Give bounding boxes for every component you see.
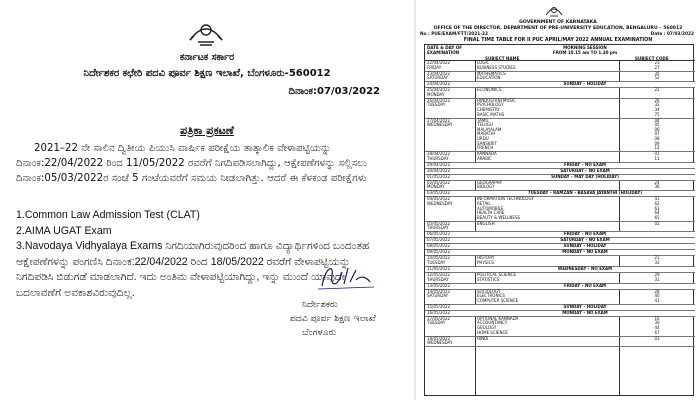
row-date: 27/04/2022 WEDNESDAY xyxy=(427,117,453,128)
body-line: 2021–22 ನೇ ಸಾಲಿನ ದ್ವಿತೀಯ ಪಿಯುಸಿ ವಾರ್ಷಿಕ ಪರೀಕ್ಷೆಯ ತಾತ್ಕಾಲಿಕ ವೇಳಾಪಟ್ಟಿಯನ್ನು xyxy=(34,143,332,154)
row-date: 30/04/2022 xyxy=(427,167,451,173)
government-heading: ಕರ್ನಾಟಕ ಸರ್ಕಾರ xyxy=(179,52,235,63)
holiday-label: SUNDAY – MAY DAY (HOLIDAY) xyxy=(551,173,619,179)
notice-date: ದಿನಾಂಕ:07/03/2022 xyxy=(288,86,380,97)
table-row xyxy=(425,222,695,233)
table-body xyxy=(425,61,695,347)
karnataka-emblem-icon xyxy=(182,14,230,48)
row-subjects: INFORMATION TECHNOLOGY RETAIL AUTOMOBILE HEALTH CARE BEAUTY & WELLNESS xyxy=(477,196,534,220)
exam-item: 3.Navodaya Vidhyalaya Exams ನಿಗದಿಯಾಗಿರುವುದರಿಂದ ಹಾಗೂ ವಿದ್ಯಾರ್ಥಿಗಳಿಂದ ಬಂದಂತಹ xyxy=(16,240,370,253)
holiday-label: SUNDAY – HOLIDAY xyxy=(563,243,607,249)
row-date: 23/04/2022 SATURDAY xyxy=(427,70,451,81)
karnataka-emblem-icon xyxy=(542,2,566,18)
holiday-label: FRIDAY – NO EXAM xyxy=(563,161,607,167)
row-date: 22/04/2022 FRIDAY xyxy=(427,60,451,70)
office-heading: OFFICE OF THE DIRECTOR, DEPARTMENT OF PRE-UNIVERSITY EDUCATION, BENGALURU – 560012 xyxy=(433,26,683,31)
row-date: 07/05/2022 xyxy=(427,237,451,243)
signatory-city: ಬೆಂಗಳೂರು xyxy=(302,326,337,338)
holiday-label: SUNDAY – HOLIDAY xyxy=(563,81,607,87)
row-subjects: MATHEMATICS EDUCATION xyxy=(477,70,506,81)
table-row xyxy=(425,119,695,153)
exam-item: 1.Common Law Admission Test (CLAT) xyxy=(16,209,200,221)
code-column-header: SUBJECT CODE xyxy=(635,56,669,61)
reference-number: No : PUE/EXAM/FTT/2021-22 xyxy=(420,32,489,37)
row-date: 18/05/2022 WEDNESDAY xyxy=(427,335,453,346)
table-row xyxy=(425,290,695,305)
row-subjects: SOCIOLOGY ELECTRONICS COMPUTER SCIENCE xyxy=(477,288,519,303)
row-date: 13/05/2022 xyxy=(427,282,451,288)
row-date: 29/04/2022 xyxy=(427,161,451,167)
table-row xyxy=(425,99,695,119)
table-row xyxy=(425,61,695,72)
row-codes: 04 05 06 07 08 09 12 xyxy=(654,117,660,151)
holiday-label: FRIDAY – NO EXAM xyxy=(563,231,607,237)
row-codes: 02 xyxy=(654,220,660,226)
holiday-label: TUESDAY – RAMZAN – BASAVA JAYANTHI (HOLIDAY) xyxy=(527,190,643,196)
signatory-department: ಪದವಿ ಪೂರ್ವ ಶಿಕ್ಷಣ ಇಲಾಖೆ xyxy=(290,312,376,324)
table-row xyxy=(425,72,695,83)
row-date: 04/05/2022 WEDNESDAY xyxy=(427,196,453,206)
row-date: 16/05/2022 xyxy=(427,309,451,315)
exam-item: ನಿಗದಿಪಡಿಸಿ ಬಿಡುಗಡೆ ಮಾಡಲಾಗಿದೆ. ಇದು ಅಂತಿಮ ವೇಳಾಪಟ್ಟಿಯಾಗಿದ್ದು, ಇನ್ನು ಮುಂದೆ ಯಾವುದೇ xyxy=(16,271,346,284)
row-codes: 24 36 xyxy=(654,179,660,190)
exam-item: 2.AIMA UGAT Exam xyxy=(16,224,112,237)
row-date: 06/05/2022 xyxy=(427,231,451,237)
row-codes: 41 62 63 64 65 xyxy=(654,196,660,220)
row-codes: 22 xyxy=(654,87,660,93)
timetable-title: FINAL TIME TABLE FOR II PUC APRIL/MAY 2022 ANNUAL EXAMINATION xyxy=(463,38,653,43)
holiday-label: SATURDAY – NO EXAM xyxy=(560,167,610,173)
body-line: ದಿನಾಂಕ:05/03/2022ರ ಸಂಜೆ 5 ಗಂಟೆಯವರೆಗೆ ಸಮಯ ನೀಡಲಾಗಿತ್ತು. ಆದರೆ ಈ ಕೆಳಕಂಡ ಪರೀಕ್ಷೆಗಳು xyxy=(16,172,367,184)
row-subjects: ENGLISH xyxy=(477,220,495,226)
holiday-label: WEDNESDAY – NO EXAM xyxy=(557,265,613,271)
timetable-table xyxy=(424,44,694,396)
row-subjects: TAMIL TELUGU MALAYALAM MARATHI URDU SANSKRIT FRENCH xyxy=(477,117,502,151)
row-codes: 35 52 xyxy=(654,70,660,81)
row-subjects: ECONOMICS xyxy=(477,87,502,93)
row-subjects: HINDI xyxy=(477,335,489,341)
holiday-label: MONDAY – NO EXAM xyxy=(562,309,608,315)
timetable-page xyxy=(416,0,700,400)
row-date: 26/04/2022 TUESDAY xyxy=(427,97,451,108)
table-row xyxy=(425,197,695,221)
row-date: 10/05/2022 TUESDAY xyxy=(427,255,451,265)
table-header xyxy=(425,45,695,61)
table-row xyxy=(425,337,695,348)
holiday-label: SUNDAY – HOLIDAY xyxy=(563,303,607,309)
row-subjects: HINDUSTANI MUSIC PSYCHOLOGY CHEMISTRY BASIC MATHS xyxy=(477,97,516,117)
holiday-label: FRIDAY – NO EXAM xyxy=(563,282,607,288)
row-codes: 29 31 xyxy=(654,271,660,282)
row-date: 17/05/2022 TUESDAY xyxy=(427,315,451,326)
holiday-label: SATURDAY – NO EXAM xyxy=(560,237,610,243)
signatory-title: ನಿರ್ದೇಶಕರು xyxy=(302,299,338,310)
body-line: ದಿನಾಂಕ:22/04/2022 ರಿಂದ 11/05/2022 ರವರೆಗೆ ನಿಗದಿಪಡಿಸಲಾಗಿದ್ದು, ಆಕ್ಷೇಪಣೆಗಳನ್ನು ಸಲ್ಲಿಸಲು xyxy=(16,157,368,169)
row-codes: 26 32 34 75 xyxy=(654,97,660,117)
row-subjects: LOGIC BUSINESS STUDIES xyxy=(477,60,516,70)
date-column-header: DATE & DAY OF EXAMINATION xyxy=(427,45,463,55)
session-label: MORNING SESSION xyxy=(563,45,607,50)
table-row xyxy=(425,273,695,284)
row-date: 25/04/2022 MONDAY xyxy=(427,87,451,97)
row-date: 11/05/2022 xyxy=(427,265,451,271)
row-subjects: OPTIONAL KANNADA ACCOUNTANCY GEOLOGY HOME SCIENCE xyxy=(477,315,519,335)
session-header xyxy=(477,46,693,55)
row-date: 02/05/2022 MONDAY xyxy=(427,179,451,190)
notice-body xyxy=(16,142,402,186)
row-date: 08/05/2022 xyxy=(427,243,451,249)
exam-item: ಆಕ್ಷೇಪಣೆಗಳನ್ನು ಪಂಗಣಿಸಿ ದಿನಾಂಕ:22/04/2022 ರಿಂದ 18/05/2022 ರವರೆಗೆ ವೇಳಾಪಟ್ಟಿಯನ್ನು xyxy=(16,255,351,268)
subject-column-header: SUBJECT NAME xyxy=(485,56,520,61)
row-codes: 23 27 xyxy=(654,60,660,70)
row-codes: 01 11 xyxy=(654,151,660,161)
director-signature xyxy=(316,262,376,292)
row-date: 03/05/2022 xyxy=(427,190,451,196)
signatory-block xyxy=(290,298,376,339)
row-date: 14/05/2022 SATURDAY xyxy=(427,288,451,299)
row-date: 24/04/2022 xyxy=(427,81,451,87)
table-row xyxy=(425,317,695,337)
row-subjects: KANNADA ARABIC xyxy=(477,151,497,161)
table-row xyxy=(425,152,695,163)
row-subjects: POLITICAL SCIENCE STATISTICS xyxy=(477,271,516,282)
exam-item: ಬದಲಾವಣೆಗೆ ಅವಕಾಶವಿರುವುದಿಲ್ಲ. xyxy=(16,286,135,299)
row-date: 15/05/2022 xyxy=(427,303,451,309)
row-codes: 21 33 xyxy=(654,255,660,265)
press-note-title: ಪತ್ರಿಕಾ ಪ್ರಕಟಣೆ xyxy=(180,124,234,137)
timetable-date: Date : 07/03/2022 xyxy=(650,32,694,37)
row-date: 28/04/2022 THURSDAY xyxy=(427,151,451,161)
row-subjects: GEOGRAPHY BIOLOGY xyxy=(477,179,503,190)
row-codes: 16 30 44 67 xyxy=(654,315,660,335)
session-timing: FROM 10.15 am TO 1.30 pm xyxy=(552,49,618,55)
row-subjects: HISTORY PHYSICS xyxy=(477,255,495,265)
row-date: 09/05/2022 xyxy=(427,249,451,255)
row-date: 12/05/2022 THURSDAY xyxy=(427,271,451,282)
row-date: 05/05/2022 THURSDAY xyxy=(427,220,451,231)
row-date: 01/05/2022 xyxy=(427,173,451,179)
office-heading: ನಿರ್ದೇಶಕರ ಕಛೇರಿ ಪದವಿ ಪೂರ್ವ ಶಿಕ್ಷಣ ಇಲಾಖೆ, ಬೆಂಗಳೂರು-560012 xyxy=(83,68,331,79)
row-codes: 28 40 41 xyxy=(654,288,660,303)
row-codes: 03 xyxy=(654,335,660,341)
holiday-label: MONDAY – NO EXAM xyxy=(562,249,608,255)
government-heading: GOVERNMENT OF KARNATAKA xyxy=(519,20,597,25)
